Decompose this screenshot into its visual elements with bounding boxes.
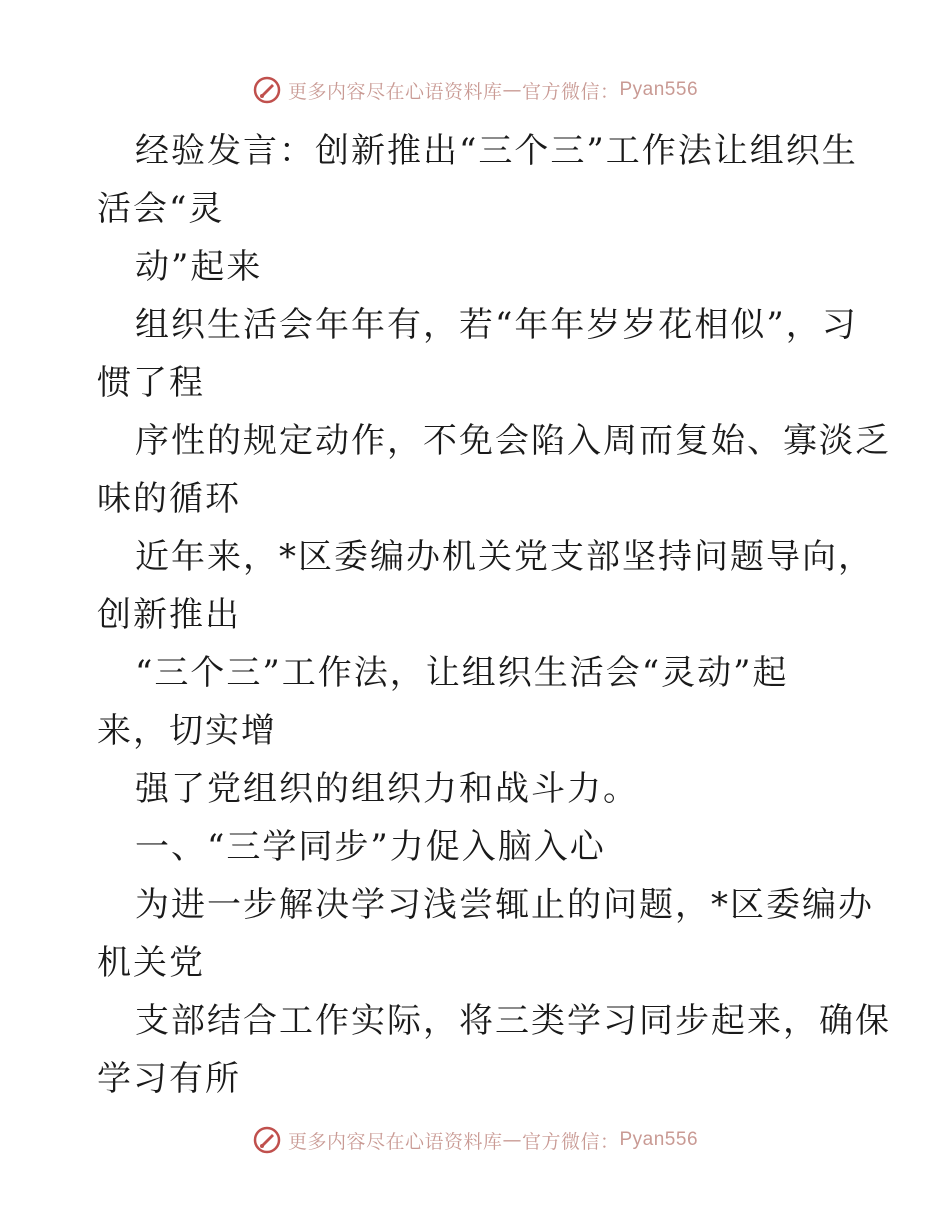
watermark-footer	[0, 1120, 950, 1160]
paragraph-line: 为进一步解决学习浅尝辄止的问题，*区委编办	[135, 885, 874, 925]
paragraph-line: 近年来，*区委编办机关党支部坚持问题导向，	[135, 537, 874, 577]
paragraph-line: “三个三”工作法，让组织生活会“灵动”起	[135, 653, 789, 693]
paragraph-line: 来，切实增	[97, 711, 277, 751]
document-body	[97, 122, 891, 1108]
watermark-id: Pyan556	[619, 79, 699, 100]
logo-icon	[252, 75, 282, 105]
paragraph-line: 经验发言：创新推出“三个三”工作法让组织生	[135, 131, 858, 171]
paragraph-line: 学习有所	[97, 1059, 241, 1099]
watermark-contact: 官方微信：	[521, 80, 620, 103]
paragraph-line: 惯了程	[97, 363, 205, 403]
paragraph-line: 机关党	[97, 943, 205, 983]
paragraph-line: 动”起来	[135, 247, 263, 287]
paragraph-line: 活会“灵	[97, 189, 225, 229]
watermark-header	[0, 70, 950, 110]
watermark-contact: 官方微信：	[521, 1130, 620, 1153]
watermark-dash: —	[502, 1129, 522, 1151]
watermark-brand: 更多内容尽在心语资料库	[287, 80, 503, 103]
paragraph-line: 创新推出	[97, 595, 241, 635]
paragraph-line: 支部结合工作实际，将三类学习同步起来，确保	[135, 1001, 891, 1041]
logo-icon	[252, 1125, 282, 1155]
watermark-id: Pyan556	[619, 1129, 699, 1150]
paragraph-line: 组织生活会年年有，若“年年岁岁花相似”，习	[135, 305, 858, 345]
watermark-dash: —	[502, 79, 522, 101]
paragraph-line: 强了党组织的组织力和战斗力。	[135, 769, 639, 809]
paragraph-line: 味的循环	[97, 479, 241, 519]
paragraph-line: 序性的规定动作，不免会陷入周而复始、寡淡乏	[135, 421, 891, 461]
watermark-brand: 更多内容尽在心语资料库	[287, 1130, 503, 1153]
paragraph-line: 一、“三学同步”力促入脑入心	[135, 827, 606, 867]
